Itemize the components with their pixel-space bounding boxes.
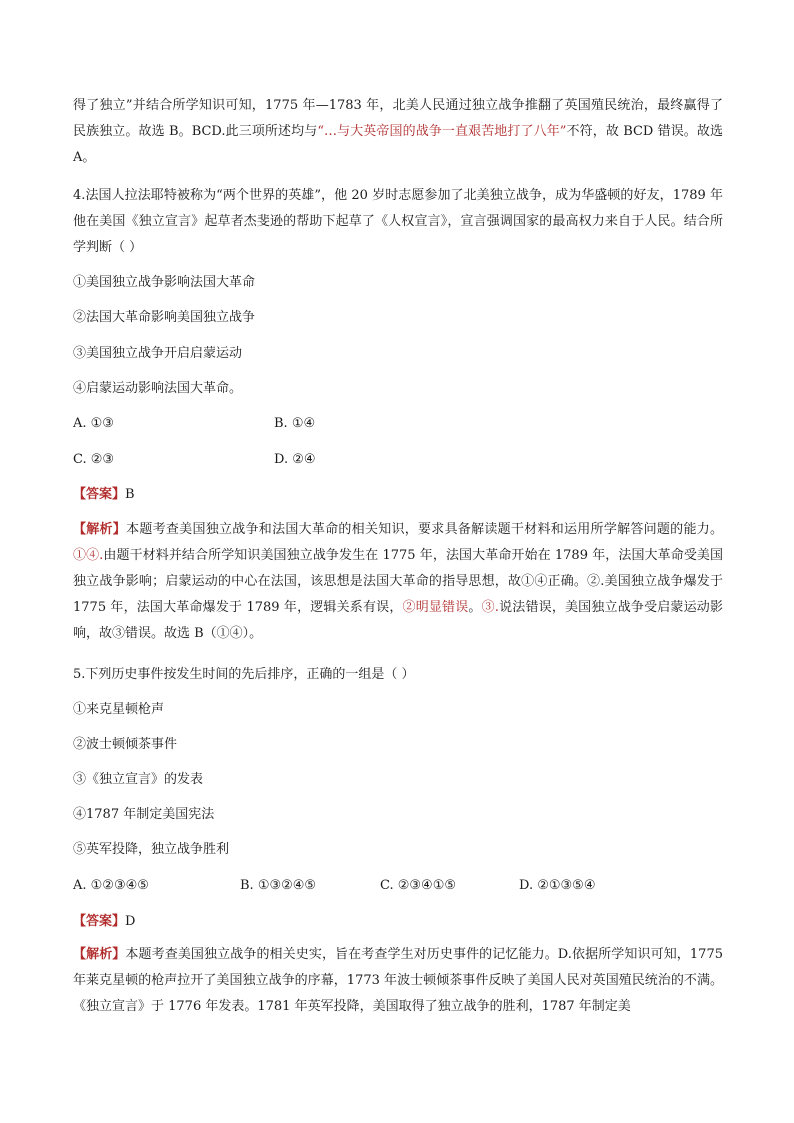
analysis-text: 得了独立”并结合所学知识可知，1775 年—1783 年，北美人民通过独立战争推翻了英国殖民统治，最终赢得了民族独立。故选 B。BCD.此三项所述均与 <box>73 98 723 139</box>
analysis-highlight-2: ②明显错误 <box>402 600 469 615</box>
q4-analysis <box>73 517 723 647</box>
question-4-stem: 4.法国人拉法耶特被称为“两个世界的英雄”，他 20 岁时志愿参加了北美独立战争，成为华盛顿的好友，1789 年他在美国《独立宣言》起草者杰斐逊的帮助下起草了《人权宣言》，宣言强调国家的最高权力来自于人民。结合所学判断（ ） <box>73 188 723 255</box>
q5-option-b: B. ①③②④⑤ <box>240 878 317 893</box>
q5-event-4: ④1787 年制定美国宪法 <box>73 807 215 822</box>
analysis-text: 由题干材料并结合所学知识美国独立战争发生在 1775 年，法国大革命开始在 1789 年，法国大革命受美国独立战争影响；启蒙运动的中心在法国，该思想是法国大革命的指导思想，故①④正确。②.美国独立战争爆发于 1775 年，法国大革命爆发于 1789 年，逻辑关系有误， <box>73 548 723 615</box>
answer-value: B <box>125 487 135 502</box>
analysis-highlight-3: ③. <box>481 600 499 615</box>
question-5-stem: 5.下列历史事件按发生时间的先后排序，正确的一组是（ ） <box>73 667 415 682</box>
q4-answer <box>73 485 135 505</box>
analysis-highlight-1: ①④. <box>73 548 104 563</box>
q4-statement-3: ③美国独立战争开启启蒙运动 <box>73 346 243 361</box>
q5-option-d: D. ②①③⑤④ <box>519 878 596 893</box>
analysis-text: 本题考查美国独立战争的相关史实，旨在考查学生对历史事件的记忆能力。D.依据所学知识可知，1775 年莱克星顿的枪声拉开了美国独立战争的序幕，1773 年波士顿倾茶事件反映了美国人民对英国殖民统治的不满。《独立宣言》于 1776 年发表。1781 年英军投降，美国取得了独立战争的胜利，1787 年制定美 <box>73 947 723 1014</box>
answer-label: 【答案】 <box>73 487 126 502</box>
answer-label: 【答案】 <box>73 914 126 929</box>
q4-statement-1: ①美国独立战争影响法国大革命 <box>73 275 256 290</box>
q4-statement-2: ②法国大革命影响美国独立战争 <box>73 310 256 325</box>
q5-event-1: ①来克星顿枪声 <box>73 702 165 717</box>
q5-event-3: ③《独立宣言》的发表 <box>73 772 204 787</box>
analysis-text: 说法错误，美国独立战争受启蒙运动影响，故③错误。故选 B（①④）。 <box>73 600 723 641</box>
analysis-text: 本题考查美国独立战争和法国大革命的相关知识，要求具备解读题干材料和运用所学解答问题的能力。 <box>126 522 723 537</box>
q5-option-c: C. ②③④①⑤ <box>380 878 457 893</box>
q4-option-b: B. ①④ <box>274 416 316 431</box>
analysis-text: 。 <box>468 600 482 615</box>
analysis-label: 【解析】 <box>73 522 127 537</box>
q5-analysis <box>73 942 723 1020</box>
q4-option-c: C. ②③ <box>73 452 115 467</box>
q4-statement-4: ④启蒙运动影响法国大革命。 <box>73 381 243 396</box>
analysis-label: 【解析】 <box>73 947 126 962</box>
analysis-text-tail: 不符，故 BCD 错误。故选 A。 <box>73 124 723 165</box>
q5-option-a: A. ①②③④⑤ <box>73 878 149 893</box>
q4-option-a: A. ①③ <box>73 416 114 431</box>
q5-event-2: ②波士顿倾茶事件 <box>73 737 178 752</box>
highlighted-quote: “…与大英帝国的战争一直艰苦地打了八年” <box>317 124 567 139</box>
q5-answer <box>73 912 135 932</box>
previous-analysis-continuation <box>73 93 723 171</box>
q4-option-d: D. ②④ <box>274 452 316 467</box>
answer-value: D <box>125 914 136 929</box>
q5-event-5: ⑤英军投降，独立战争胜利 <box>73 842 230 857</box>
